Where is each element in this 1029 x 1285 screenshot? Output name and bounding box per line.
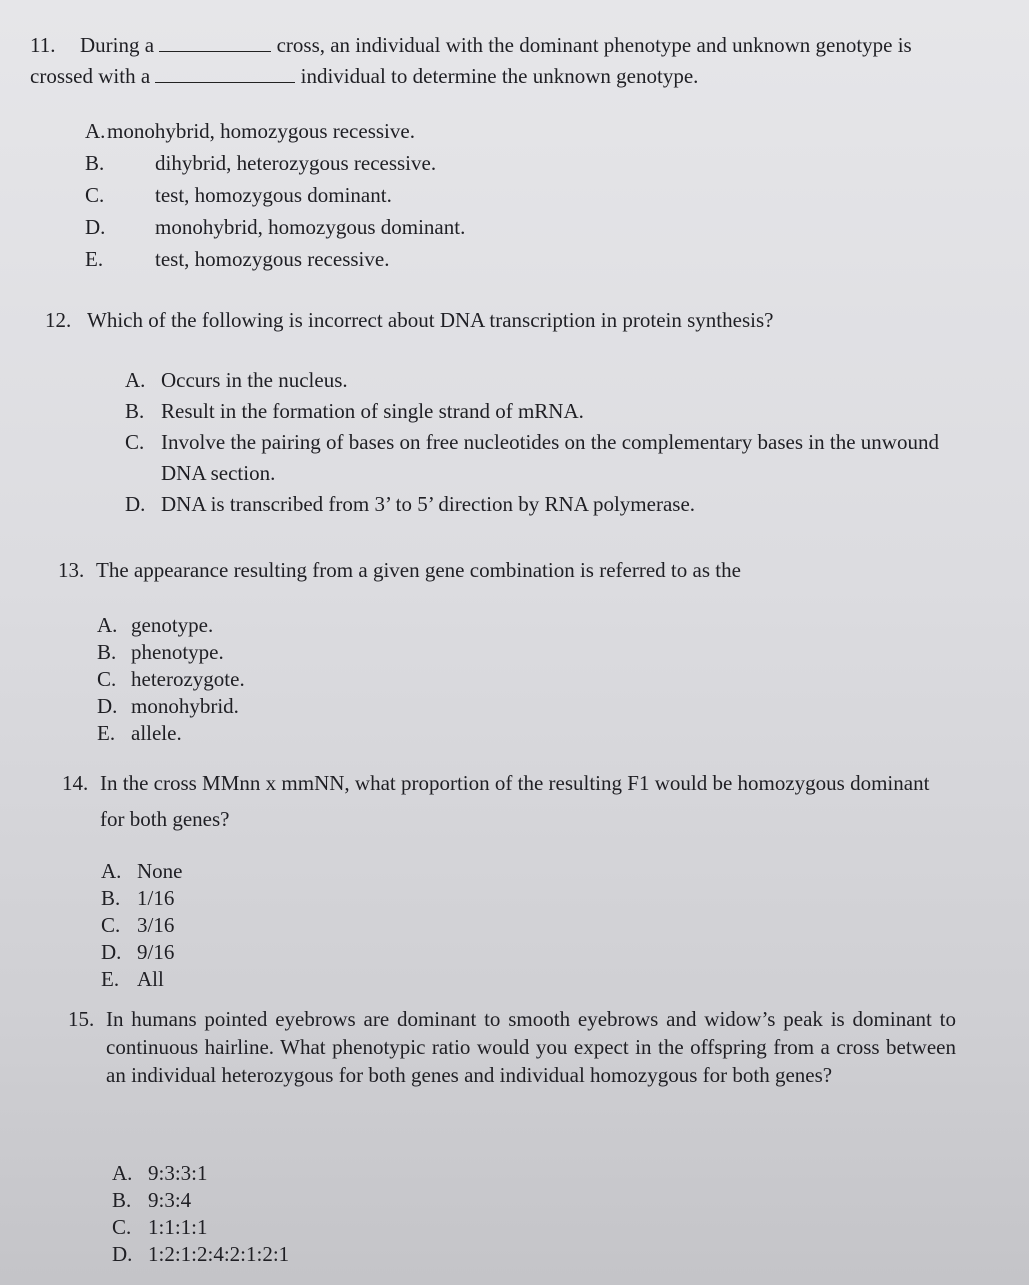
option [101,912,183,939]
answer-blank [155,81,295,83]
question-12 [45,305,945,336]
option-text: DNA is transcribed from 3’ to 5’ direction by RNA polymerase. [161,492,696,516]
option-text: allele. [131,721,182,745]
question-number: 11. [30,33,56,57]
option-text: phenotype. [131,640,224,664]
question-number: 13. [58,558,85,582]
option [97,666,245,693]
question-text: Which of the following is incorrect about DNA transcription in protein synthesis? [87,308,774,332]
option [112,1187,289,1214]
option-letter: B. [85,151,105,175]
option-letter: B. [112,1188,132,1212]
option-letter: B. [97,640,117,664]
option-text: 9:3:3:1 [148,1161,208,1185]
question-text-part: During a [80,33,155,57]
question-14 [62,765,962,837]
option [85,214,465,241]
question-number: 14. [62,771,89,795]
option: A.monohybrid, homozygous recessive. [85,119,415,143]
option [85,182,465,209]
option-letter: A. [112,1161,133,1185]
option-letter: C. [125,430,145,454]
question-number: 12. [45,308,72,332]
option-letter: D. [101,940,122,964]
option-text: dihybrid, heterozygous recessive. [155,151,437,175]
option-text: heterozygote. [131,667,245,691]
option-text: monohybrid, homozygous recessive. [107,119,415,143]
option-letter: C. [85,183,105,207]
options-11 [85,118,465,273]
option-text: Involve the pairing of bases on free nucleotides on the complementary bases in the unwound DNA section. [161,430,939,485]
option-letter: D. [125,492,146,516]
option-letter: B. [101,886,121,910]
option [112,1160,289,1187]
options-15 [112,1160,289,1268]
option-letter: A. [125,368,146,392]
option-text: Result in the formation of single strand of mRNA. [161,399,584,423]
option-text: test, homozygous recessive. [155,247,390,271]
answer-blank [159,50,271,52]
option-text: 1:2:1:2:4:2:1:2:1 [148,1242,290,1266]
option-text: 3/16 [137,913,175,937]
option-letter: C. [112,1215,132,1239]
option-letter: E. [85,247,104,271]
option-text: genotype. [131,613,214,637]
option [112,1241,289,1268]
option [85,150,465,177]
option-letter: C. [101,913,121,937]
option [101,939,183,966]
question-15 [68,1005,958,1089]
options-12 [125,365,945,520]
option [97,720,245,747]
option-letter: B. [125,399,145,423]
option-letter: E. [97,721,116,745]
option-letter: A. [97,613,118,637]
option-letter: A. [101,859,122,883]
option-letter: D. [112,1242,133,1266]
option-letter: C. [97,667,117,691]
option [101,966,183,993]
option [125,489,945,520]
option [112,1214,289,1241]
option-text: Occurs in the nucleus. [161,368,348,392]
option-letter: D. [85,215,106,239]
question-13 [58,555,938,586]
question-text: The appearance resulting from a given gene combination is referred to as the [96,558,741,582]
option [85,246,465,273]
option-text: 1/16 [137,886,175,910]
question-text-part: individual to determine the unknown genotype. [300,64,699,88]
option-text: 9/16 [137,940,175,964]
option [125,396,945,427]
option-text: All [137,967,164,991]
option-text: test, homozygous dominant. [155,183,392,207]
option-text: None [137,859,183,883]
option [125,365,945,396]
option [125,427,945,489]
option [97,612,245,639]
option [101,885,183,912]
option [97,693,245,720]
question-text: In the cross MMnn x mmNN, what proportion of the resulting F1 would be homozygous dominant for both genes? [100,771,930,831]
question-number: 15. [68,1007,95,1031]
option-letter: E. [101,967,120,991]
option-letter: D. [97,694,118,718]
options-14 [101,858,183,993]
question-text: In humans pointed eyebrows are dominant to smooth eyebrows and widow’s peak is dominant to continuous hairline. What phenotypic ratio would you expect in the offspring from a cross between an individual heterozygous for both genes and individual homozygous for both genes? [106,1007,956,1087]
option [97,639,245,666]
option [101,858,183,885]
options-13 [97,612,245,747]
question-text-part: cross, an individual with the dominant phenotype and unknown genotype is crossed with a [30,33,912,88]
option-text: monohybrid. [131,694,239,718]
option-text: 9:3:4 [148,1188,192,1212]
option-text: 1:1:1:1 [148,1215,208,1239]
question-11 [30,30,935,92]
option-text: monohybrid, homozygous dominant. [155,215,466,239]
